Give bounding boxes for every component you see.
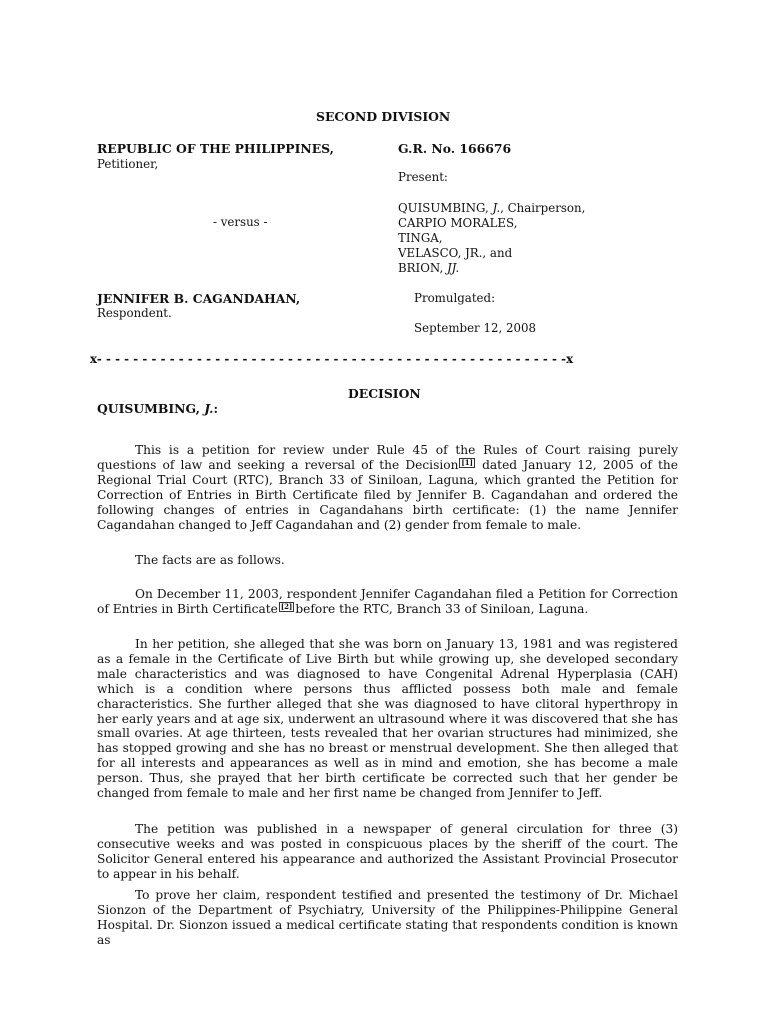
ponente-name: QUISUMBING, <box>97 401 200 416</box>
petitioner-role: Petitioner, <box>97 157 159 171</box>
paragraph-5: The petition was published in a newspaper of general circulation for three (3) consecutive weeks and was posted in conspicuous places by the sheriff of the court. The Solicitor General entered his appearance and authorized the Assistant Provincial Prosecutor to appear in his behalf. <box>97 822 678 881</box>
footnote-2-marker[interactable]: [2] <box>280 601 293 611</box>
paragraph-4: In her petition, she alleged that she was born on January 13, 1981 and was registered as a female in the Certificate of Live Birth but while growing up, she developed secondary male characteristics and was diagnosed to have Congenital Adrenal Hyperplasia (CAH) which is a condition where persons thus afflicted possess both male and female characteristics. She further alleged that she was diagnosed to have clitoral hyperthropy in her early years and at age six, underwent an ultrasound where it was discovered that she has small ovaries. At age thirteen, tests revealed that her ovarian structures had minimized, she has stopped growing and she has no breast or menstrual development. She then alleged that for all interests and appearances as well as in mind and emotion, she has become a male person. Thus, she prayed that her birth certificate be corrected such that her gender be changed from female to male and her first name be changed from Jennifer to Jeff. <box>97 637 678 801</box>
paragraph-1-text-b: dated January 12, 2005 of the Regional Trial Court (RTC), Branch 33 of Siniloan, Laguna, which granted the Petition for Correction of Entries in Birth Certificate filed by Jennifer B. Cagandahan and ordered the following changes of entries in Cagandahans birth certificate: (1) the name Jennifer Cagandahan changed to Jeff Cagandahan and (2) gender from female to male. <box>97 457 678 532</box>
division-heading: SECOND DIVISION <box>316 109 451 124</box>
paragraph-1-text-a: This is a petition for review under Rule 45 of the Rules of Court raising purely questions of law and seeking a reversal of the Decision <box>97 443 678 472</box>
justice-1-title: J. <box>492 201 501 215</box>
paragraph-3-text-b: before the RTC, Branch 33 of Siniloan, Laguna. <box>295 601 589 616</box>
respondent-role: Respondent. <box>97 306 172 320</box>
justice-1-name: QUISUMBING, <box>398 201 489 215</box>
justice-5 <box>398 261 459 275</box>
versus-label: - versus - <box>213 215 268 229</box>
justice-1 <box>398 201 585 215</box>
footnote-1-marker[interactable]: [1] <box>461 457 473 467</box>
petitioner-name: REPUBLIC OF THE PHILIPPINES, <box>97 141 334 156</box>
ponente-line <box>97 401 218 416</box>
promulgated-date: September 12, 2008 <box>414 321 536 335</box>
justice-3: TINGA, <box>398 231 443 245</box>
ponente-colon: : <box>213 401 219 416</box>
justice-5-title: JJ. <box>446 261 460 275</box>
paragraph-6: To prove her claim, respondent testified and presented the testimony of Dr. Michael Sionzon of the Department of Psychiatry, University of the Philippines-Philippine General Hospital. Dr. Sionzon issued a medical certificate stating that respondents condition is known as <box>97 888 678 947</box>
decision-heading: DECISION <box>348 386 421 401</box>
justice-5-name: BRION, <box>398 261 444 275</box>
paragraph-3 <box>97 587 678 617</box>
justice-4: VELASCO, JR., and <box>398 246 513 260</box>
promulgated-label: Promulgated: <box>414 291 496 305</box>
gr-number: G.R. No. 166676 <box>398 141 512 156</box>
paragraph-1 <box>97 443 678 532</box>
justice-2: CARPIO MORALES, <box>398 216 518 230</box>
paragraph-2: The facts are as follows. <box>135 553 285 567</box>
separator-line: x- - - - - - - - - - - - - - - - - - - - - - - - - - - - - - - - - - - - - - - - - - - - - - - - - - - -x <box>90 352 574 366</box>
ponente-title: J. <box>204 401 214 416</box>
justice-1-role: , Chairperson, <box>500 201 586 215</box>
paragraph-3-text-a: On December 11, 2003, respondent Jennifer Cagandahan filed a Petition for Correction of Entries in Birth Certificate <box>97 587 678 616</box>
present-label: Present: <box>398 170 448 184</box>
respondent-name: JENNIFER B. CAGANDAHAN, <box>97 291 301 306</box>
